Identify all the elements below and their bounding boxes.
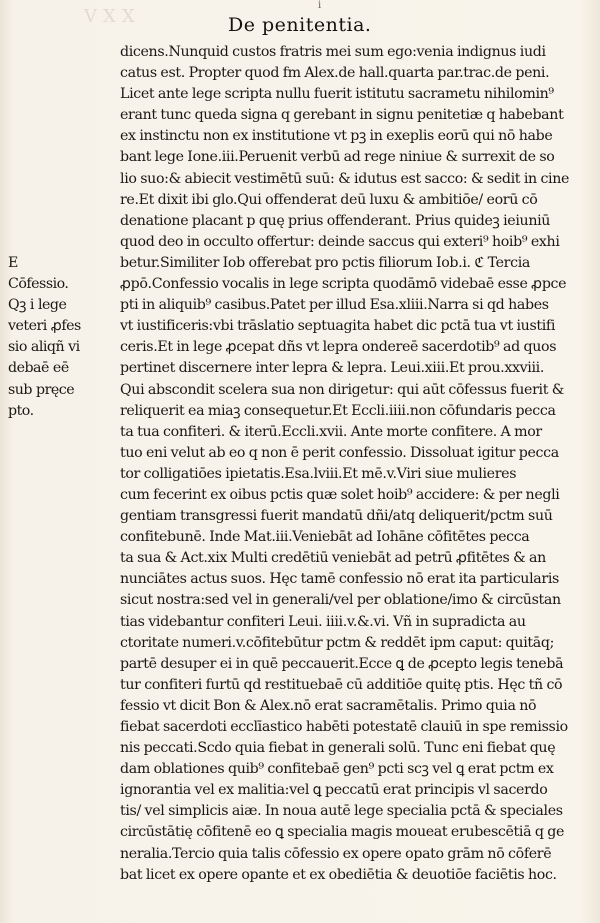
text-line [0,253,600,274]
text-line [0,63,600,84]
line-text: vt iustificeris:vbi trāslatio septuagita habet dic pctā tua vt iustifi [120,318,556,335]
line-text: tias videbantur confiteri Leui. iiii.v.&.vi. Vñ in supradicta au [120,613,526,630]
marginal-note: sub pręce [8,381,75,398]
text-line [0,865,600,886]
line-text: ctoritate numeri.v.cōfitebūtur pctm & reddēt ipm caput: quitāq; [120,634,554,651]
line-text: tor colligatiōes ipietatis.Esa.lviii.Et mē.v.Viri siue mulieres [120,465,517,482]
line-text: ꝓpō.Confessio vocalis in lege scripta quodāmō videbaē esse ꝓpce [120,276,567,293]
line-text: quod deo in occulto offertur: deinde saccus qui exteri⁹ hoib⁹ exhi [120,233,560,250]
page-mark: i [318,0,322,11]
text-line [0,190,600,211]
text-line [0,696,600,717]
line-text: bant lege Ione.iii.Peruenit verbū ad rege niniue & surrexit de so [120,149,555,166]
text-line [0,548,600,569]
marginal-note: E [8,254,18,271]
text-line [0,654,600,675]
text-line [0,738,600,759]
text-line [0,759,600,780]
text-line [0,780,600,801]
marginal-note: Cōfessio. [8,276,69,293]
text-line [0,42,600,63]
line-text: dicens.Nunquid custos fratris mei sum ego:venia indignus iudi [120,44,546,60]
line-text: reliquerit ea miaꝫ consequetur.Et Eccli.iiii.non cōfundaris pecca [120,402,556,419]
line-text: lio suo:& abiecit vestimētū suū: & idutus est sacco: & sedit in cine [120,170,570,187]
marginal-note: debaē eē [8,360,69,377]
text-line [0,485,600,506]
text-line [0,274,600,295]
text-line [0,443,600,464]
text-line [0,169,600,190]
text-line [0,844,600,865]
text-line [0,422,600,443]
line-text: pti in aliquib⁹ casibus.Patet per illud Esa.xliii.Narra si qd habes [120,297,549,314]
marginal-note: veteri ꝓfes [8,318,81,335]
line-text: tuo eni velut ab eo q non ē perit confessio. Dissoluat igitur pecca [120,444,559,461]
line-text: ex instinctu non ex institutione vt pꝫ in exeplis eorū qui nō habe [120,128,553,145]
text-line [0,717,600,738]
line-text: nunciātes actus suos. Hęc tamē confessio nō erat ita particularis [120,571,559,588]
line-text: erant tunc queda signa q gerebant in signu penitetiæ q habebant [120,107,564,124]
line-text: ignorantia vel ex malitia:vel ꝗ peccatū erat principis vl sacerdo [120,782,548,799]
line-text: neralia.Tercio quia talis cōfessio ex opere opato grām nō cōferē [120,845,552,862]
bleed-through-text: VXX [84,6,141,27]
line-text: bat licet ex opere opante et ex obediētia & deuotiōe faciētis hoc. [120,866,557,883]
line-text: partē desuper ei in quē peccauerit.Ecce ꝗ de ꝓcepto legis tenebā [120,655,564,672]
line-text: Licet ante lege scripta nullu fuerit istitutu sacrametu nihilomin⁹ [120,86,554,103]
line-text: fiebat sacerdoti ecclīastico habēti potestatē clauiū in spe remissio [120,719,568,735]
running-head: De penitentia. [228,14,372,36]
marginal-note: pto. [8,402,34,419]
line-text: tis/ vel simplicis aiæ. In noua autē lege specialia pctā & speciales [120,803,563,820]
line-text: nis peccati.Scdo quia fiebat in generali solū. Tunc eni fiebat quę [120,740,556,757]
line-text: denatione placant p quę prius offenderant. Prius quideꝫ ieiuniū [120,212,551,229]
text-line [0,316,600,337]
text-line [0,337,600,358]
line-text: fessio vt dicit Bon & Alex.nō erat sacramētalis. Primo quia nō [120,697,537,714]
line-text: ceris.Et in lege ꝓcepat dñs vt lepra ondereē sacerdotib⁹ ad quos [120,339,557,356]
text-line [0,506,600,527]
text-block [0,42,600,886]
line-text: circūstātię cōfitenē eo ꝗ specialia magis moueat erubescētiā q ge [120,824,565,841]
text-line [0,801,600,822]
line-text: confitebunē. Inde Mat.iii.Veniebāt ad Iohāne cōfitētes pecca [120,529,530,546]
text-line [0,84,600,105]
text-line [0,126,600,147]
line-text: sicut nostra:sed vel in generali/vel per oblatione/imo & circūstan [120,592,561,609]
line-text: dam oblationes quib⁹ confitebaē gen⁹ pcti scꝫ vel ꝗ erat pctm ex [120,761,554,778]
marginal-note: Qꝫ i lege [8,297,67,314]
line-text: ta tua confiteri. & iterū.Eccli.xvii. Ante morte confitere. A mor [120,423,542,440]
line-text: betur.Similiter Iob offerebat pro pctis filiorum Iob.i. ℭ Tercia [120,254,530,271]
text-line [0,612,600,633]
text-line [0,380,600,401]
line-text: catus est. Propter quod fm Alex.de hall.quarta par.trac.de peni. [120,65,550,82]
line-text: re.Et dixit ibi glo.Qui offenderat deū luxu & ambitiōe/ eorū cō [120,191,538,208]
text-line [0,675,600,696]
text-line [0,527,600,548]
text-line [0,232,600,253]
text-line [0,105,600,126]
line-text: ta sua & Act.xix Multi credētiū veniebāt ad petrū ꝓfitētes & an [120,550,546,567]
line-text: cum fecerint ex oibus pctis quæ solet hoib⁹ accidere: & per negli [120,486,560,503]
text-line [0,295,600,316]
line-text: gentiam transgressi fuerit mandatū dñi/atq deliquerit/pctm suū [120,508,553,525]
text-line [0,401,600,422]
line-text: tur confiteri furtū qd restituebaē cū additiōe quitę ptis. Hęc tñ cō [120,676,563,693]
text-line [0,569,600,590]
text-line [0,590,600,611]
line-text: Qui abscondit scelera sua non dirigetur: qui aūt cōfessus fuerit & [120,381,564,398]
text-line [0,358,600,379]
line-text: pertinet discernere inter lepra & lepra. Leui.xiii.Et prou.xxviii. [120,360,545,377]
text-line [0,464,600,485]
text-line [0,822,600,843]
text-line [0,147,600,168]
marginal-note: sio aliqñ vi [8,339,80,356]
text-line [0,211,600,232]
text-line [0,633,600,654]
